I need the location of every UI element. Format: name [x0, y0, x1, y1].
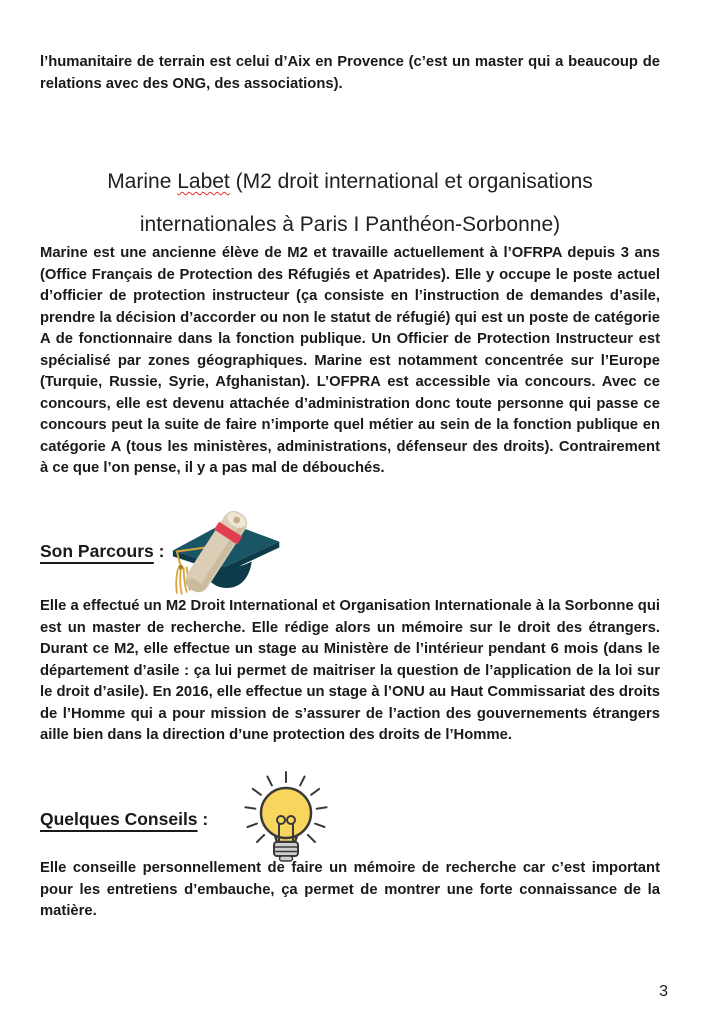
intro-paragraph: l’humanitaire de terrain est celui d’Aix en Provence (c’est un master qui a beaucoup de relations avec des ONG, des associations).	[40, 54, 660, 92]
title-name-spellchecked: Labet	[177, 170, 230, 193]
heading-conseils-text: Quelques Conseils	[40, 809, 198, 829]
parcours-paragraph: Elle a effectué un M2 Droit International et Organisation Internationale à la Sorbonne qui est un master de recherche. Elle rédige alors un mémoire sur le droit des étrangers. Durant ce M2, elle effectue un stage au Ministère de l’intérieur pendant 6 mois (dans le département d’asile : ça lui permet de maitriser la question de l’application de la loi sur le droit d’asile). En 2016, elle effectue un stage à l’ONU au Haut Commissariat des droits de l’Homme qui a pour mission de s’assurer de l’action des gouvernements étrangers aille bien dans la direction d’une protection des droits de l’Homme.	[40, 598, 661, 743]
page-title	[40, 160, 660, 246]
title-line-1	[40, 160, 660, 203]
title-text-pre: Marine	[107, 170, 178, 193]
title-line-2: internationales à Paris I Panthéon-Sorbonne)	[139, 213, 561, 236]
heading-conseils-colon: :	[197, 809, 209, 829]
bulb-glass	[261, 788, 311, 842]
heading-parcours-colon: :	[153, 541, 165, 561]
section-heading-parcours	[40, 541, 165, 562]
about-paragraph: Marine est une ancienne élève de M2 et travaille actuellement à l’OFRPA depuis 3 ans (Office Français de Protection des Réfugiés et Apatrides). Elle y occupe le poste actuel d’officier de protection instructeur (ça consiste en l’instruction de demandes d’asile, prendre la décision d’accorder ou non le statut de réfugié) qui est un poste de catégorie A de fonctionnaire dans la fonction publique. Un Officier de Protection Instructeur est spécialisé par zones géographiques. Marine est notamment concentrée sur l’Europe (Turquie, Russie, Syrie, Afghanistan). L’OFPRA est accessible via concours. Avec ce concours, elle est devenu attachée d’administration donc toute personne qui passe ce concours peut la suite de faire n’importe quel métier au sein de la fonction publique en catégorie A (tous les ministères, administrations, défenseur des droits). Contrairement à ce que l’on pense, il y a pas mal de débouchés.	[40, 245, 660, 476]
section-heading-conseils	[40, 809, 208, 830]
heading-parcours-text: Son Parcours	[40, 541, 154, 561]
lightbulb-icon	[232, 766, 340, 866]
graduation-cap-icon	[165, 503, 300, 598]
title-text-post: (M2 droit international et organisations	[229, 170, 593, 193]
conseils-paragraph: Elle conseille personnellement de faire un mémoire de recherche car c’est important pour les entretiens d’embauche, ça permet de montrer une forte connaissance de la matière.	[40, 860, 660, 919]
page-number: 3	[659, 983, 668, 1000]
